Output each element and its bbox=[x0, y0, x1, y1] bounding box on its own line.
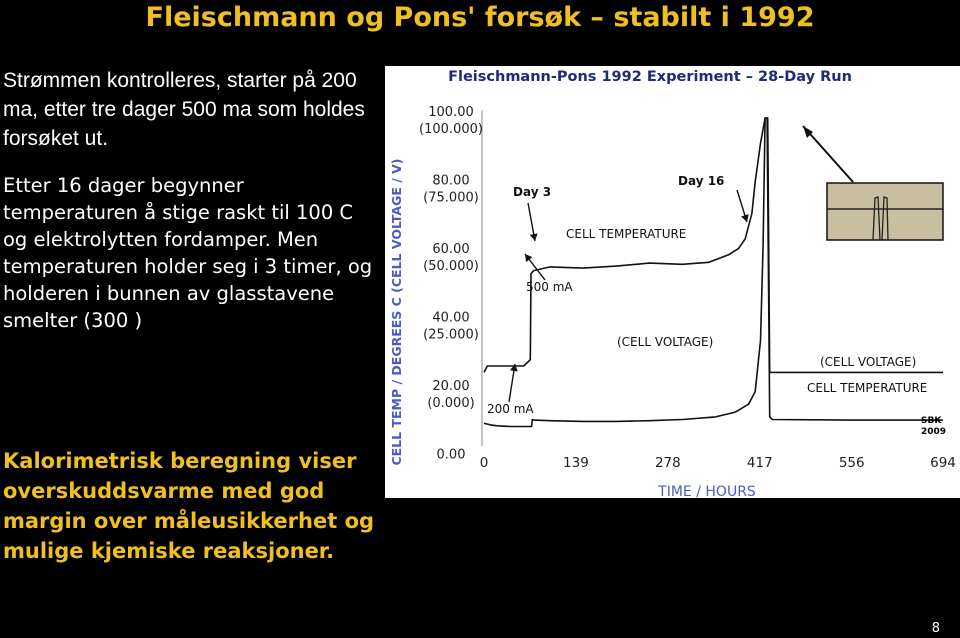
series-line-cell-temperature bbox=[484, 118, 943, 372]
x-tick-label: 694 bbox=[930, 455, 956, 471]
annotation-label: (CELL VOLTAGE) bbox=[617, 335, 714, 349]
annotation-arrow-head bbox=[530, 233, 538, 241]
x-tick-label: 278 bbox=[654, 455, 681, 471]
annotation-arrow-head bbox=[510, 364, 518, 372]
annotation-label: CELL TEMPERATURE bbox=[807, 381, 928, 395]
chart-svg bbox=[385, 66, 960, 498]
y-tick-label: 0.00 bbox=[436, 447, 466, 463]
y-axis-label: CELL TEMP / DEGREES C (CELL VOLTAGE / V) bbox=[389, 158, 404, 466]
inset-box bbox=[827, 183, 943, 240]
y-tick-label-voltage: (50.000) bbox=[423, 259, 479, 274]
zoom-inset bbox=[803, 126, 943, 240]
y-tick-label-voltage: (100.000) bbox=[419, 122, 483, 137]
annotation-arrow-head bbox=[525, 254, 532, 262]
y-tick-label: 20.00 bbox=[432, 379, 470, 394]
paragraph-current: Strømmen kontrolleres, starter på 200 ma, etter tre dager 500 ma som holdes forsøket ut. bbox=[3, 69, 365, 150]
annotation-label: (CELL VOLTAGE) bbox=[820, 355, 917, 369]
x-tick-label: 556 bbox=[838, 455, 865, 471]
page-number: 8 bbox=[931, 621, 940, 636]
y-tick-label: 80.00 bbox=[432, 173, 470, 189]
experiment-chart bbox=[385, 66, 960, 498]
credit-line-2: 2009 bbox=[921, 427, 947, 437]
x-tick-label: 139 bbox=[563, 455, 589, 471]
slide-title: Fleischmann og Pons' forsøk – stabilt i 1992 bbox=[145, 2, 815, 33]
paragraph-conclusion: Kalorimetrisk beregning viser overskuddsvarme med god margin over måleusikkerhet og mulige kjemiske reaksjoner. bbox=[3, 449, 375, 563]
paragraph-temperature: Etter 16 dager begynner temperaturen å stige raskt til 100 C og elektrolytten fordamper. Men temperaturen holder seg i 3 timer, og holderen i bunnen av glasstavene smelter (300 ) bbox=[3, 174, 373, 332]
chart-title: Fleischmann-Pons 1992 Experiment – 28-Day Run bbox=[448, 69, 852, 85]
y-tick-label: 60.00 bbox=[432, 242, 470, 257]
x-axis-label: TIME / HOURS bbox=[658, 484, 756, 498]
annotation-label: Day 3 bbox=[513, 185, 552, 199]
annotation-label: Day 16 bbox=[678, 174, 725, 188]
y-tick-label: 100.00 bbox=[428, 105, 474, 120]
credit-line-1: SBK bbox=[921, 416, 942, 426]
x-tick-label: 417 bbox=[746, 455, 773, 471]
x-tick-label: 0 bbox=[479, 455, 489, 471]
annotation-label: 200 mA bbox=[487, 402, 534, 416]
y-tick-label: 40.00 bbox=[432, 310, 470, 326]
y-tick-label-voltage: (75.000) bbox=[423, 190, 479, 206]
annotation-label: CELL TEMPERATURE bbox=[566, 227, 687, 241]
y-tick-label-voltage: (0.000) bbox=[427, 396, 475, 411]
y-tick-label-voltage: (25.000) bbox=[423, 327, 479, 343]
annotation-label: 500 mA bbox=[526, 280, 573, 294]
